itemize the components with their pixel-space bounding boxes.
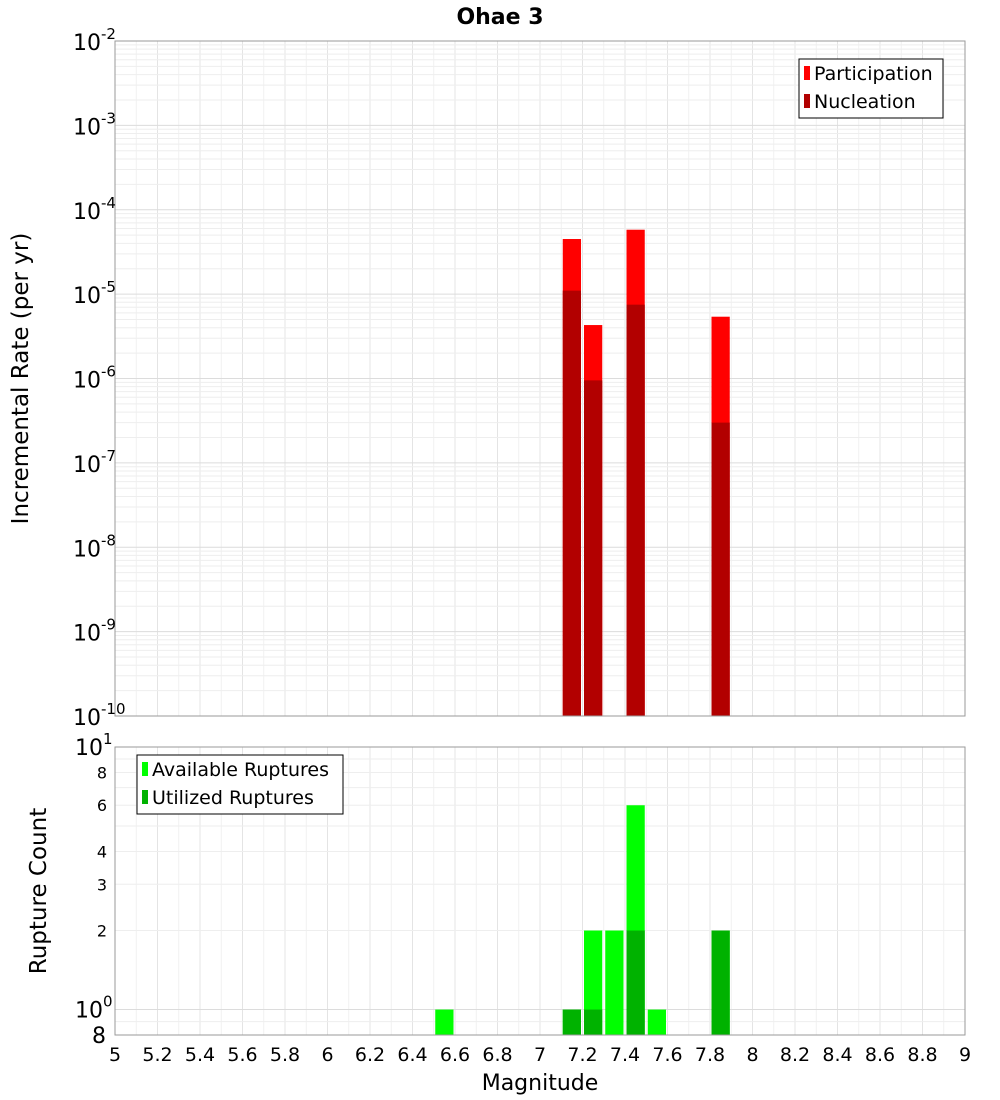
y-tick-label: 2 <box>96 921 107 941</box>
chart-title: Ohae 3 <box>456 5 544 30</box>
y-tick-label: $10^{-5}$ <box>73 278 116 310</box>
legend <box>799 59 943 118</box>
x-tick-label: 7.4 <box>609 1044 641 1066</box>
y-tick-label: $10^1$ <box>75 730 113 761</box>
legend-label: Available Ruptures <box>152 759 329 781</box>
x-tick-label: 9 <box>958 1044 972 1066</box>
legend-label: Utilized Ruptures <box>152 787 314 809</box>
x-tick-label: 5.2 <box>142 1044 173 1066</box>
y-tick-label: $10^{-8}$ <box>73 531 116 563</box>
bar <box>627 931 645 1035</box>
x-tick-label: 6.8 <box>482 1044 513 1066</box>
legend <box>137 755 343 814</box>
y-tick-label: 8 <box>96 763 107 783</box>
x-tick-label: 6.2 <box>354 1044 386 1066</box>
x-tick-label: 7.6 <box>652 1044 683 1066</box>
bar <box>584 380 602 716</box>
y-tick-label: 3 <box>96 875 107 895</box>
x-tick-label: 5.6 <box>227 1044 258 1066</box>
x-tick-label: 7.8 <box>694 1044 726 1066</box>
x-tick-label: 8.2 <box>779 1044 811 1066</box>
legend-swatch <box>804 94 810 108</box>
x-tick-label: 6.6 <box>439 1044 471 1066</box>
legend-swatch <box>142 762 148 776</box>
bar <box>627 305 645 716</box>
y-tick-label: 4 <box>96 842 107 862</box>
y-tick-label: 8 <box>92 1024 106 1049</box>
x-axis-label: Magnitude <box>481 1071 599 1096</box>
bar <box>563 1010 581 1035</box>
y-tick-label: $10^{-2}$ <box>73 25 116 56</box>
bar <box>648 1010 666 1035</box>
legend-swatch <box>804 66 810 80</box>
x-axis <box>109 1044 971 1066</box>
bar <box>712 423 730 716</box>
bar <box>563 291 581 716</box>
legend-swatch <box>142 790 148 804</box>
bar <box>435 1010 453 1035</box>
y-tick-label: $10^{-3}$ <box>73 109 116 141</box>
x-tick-label: 6 <box>321 1044 334 1066</box>
y-tick-label: $10^{-4}$ <box>73 193 116 225</box>
y-tick-label: $10^{-9}$ <box>73 615 116 647</box>
x-tick-label: 5 <box>108 1044 122 1066</box>
bar <box>712 931 730 1035</box>
legend-label: Nucleation <box>814 91 916 113</box>
bar <box>605 931 623 1035</box>
y-tick-label: $10^{-6}$ <box>73 362 116 394</box>
x-tick-label: 8.6 <box>864 1044 896 1066</box>
x-tick-label: 6.4 <box>397 1044 428 1066</box>
x-tick-label: 7 <box>533 1044 547 1066</box>
x-tick-label: 7.2 <box>567 1044 598 1066</box>
y-ticks <box>75 730 113 1049</box>
legend-label: Participation <box>814 63 933 85</box>
y-tick-label: 6 <box>96 796 107 816</box>
y-axis-label: Incremental Rate (per yr) <box>8 232 34 525</box>
x-tick-label: 8.4 <box>822 1044 853 1066</box>
y-axis-label: Rupture Count <box>26 807 52 975</box>
y-tick-label: $10^0$ <box>75 992 113 1024</box>
count-panel <box>26 730 965 1049</box>
x-tick-label: 5.8 <box>269 1044 301 1066</box>
x-tick-label: 8 <box>746 1044 759 1066</box>
y-tick-label: $10^{-7}$ <box>73 446 116 478</box>
x-tick-label: 5.4 <box>184 1044 216 1066</box>
y-tick-label: $10^{-10}$ <box>73 700 126 731</box>
rate-panel <box>8 25 965 731</box>
bar <box>584 1010 602 1035</box>
x-tick-label: 8.8 <box>907 1044 938 1066</box>
grid <box>115 41 965 716</box>
